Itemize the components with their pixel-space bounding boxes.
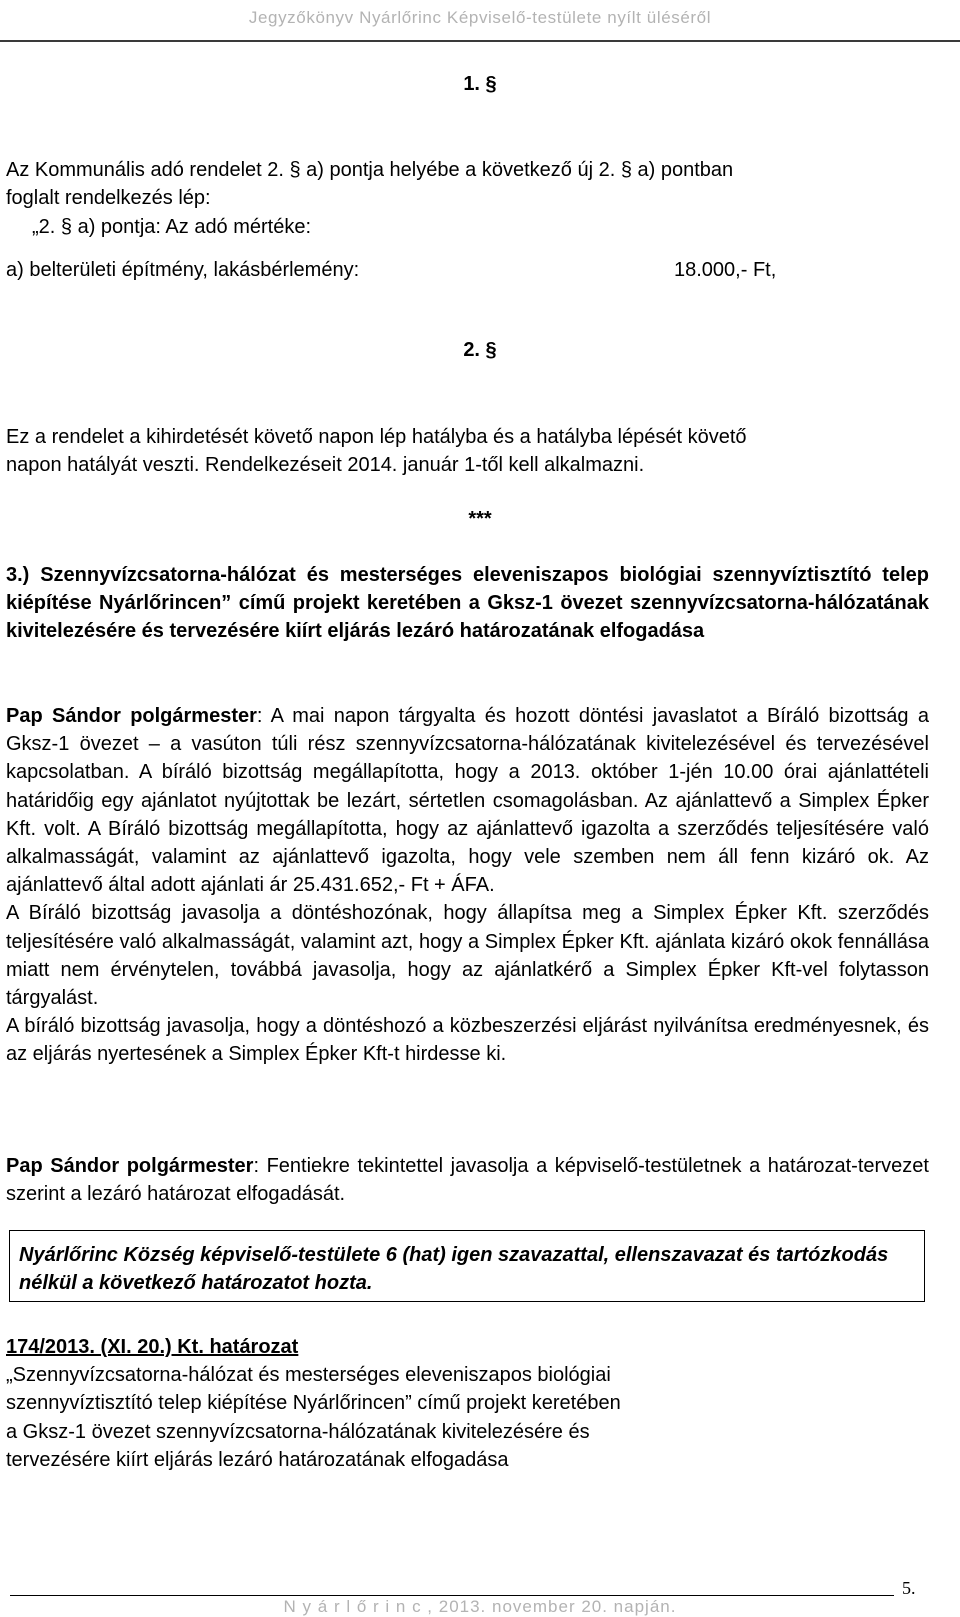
separator-stars: *** bbox=[468, 508, 492, 530]
section1-line-3: „2. § a) pontja: Az adó mértéke: bbox=[32, 216, 312, 238]
section-heading-1: 1. § bbox=[463, 73, 497, 95]
resolution-title-line-2: szennyvíztisztító telep kiépítése Nyárlőrincen” című projekt keretében bbox=[6, 1392, 621, 1414]
tax-item-label: a) belterületi építmény, lakásbérlemény: bbox=[6, 259, 360, 281]
agenda-item-title: 3.) Szennyvízcsatorna-hálózat és mesterséges eleveniszapos biológiai szennyvíztisztító telep kiépítése Nyárlőrincen” című projekt keretében a Gksz-1 övezet szennyvízcsatorna-hálózatának kivitelezésére és tervezésére kiírt eljárás lezáró határozatának elfogadása bbox=[6, 564, 929, 643]
speaker-name: Pap Sándor polgármester bbox=[6, 705, 257, 727]
header-rule bbox=[0, 40, 960, 42]
vote-result-box: Nyárlőrinc Község képviselő-testülete 6 (hat) igen szavazattal, ellenszavazat és tartózkodás nélkül a következő határozatot hozta. bbox=[9, 1230, 925, 1302]
section1-line-2: foglalt rendelkezés lép: bbox=[6, 187, 211, 209]
resolution-number: 174/2013. (XI. 20.) Kt. határozat bbox=[6, 1336, 299, 1358]
speaker-name: Pap Sándor polgármester bbox=[6, 1155, 254, 1177]
speech-1-paragraph-3: A bíráló bizottság javasolja, hogy a döntéshozó a közbeszerzési eljárást nyilvánítsa eredményesnek, és az eljárás nyertesének a Simplex Épker Kft-t hirdesse ki. bbox=[6, 1015, 929, 1066]
speech-2-text: : Fentiekre tekintettel javasolja a képviselő-testületnek a határozat-tervezet szerint a lezáró határozat elfogadását. bbox=[6, 1155, 929, 1206]
running-footer: N y á r l ő r i n c , 2013. november 20. napján. bbox=[283, 1597, 677, 1616]
speech-1-paragraph-2: A Bíráló bizottság javasolja a döntéshozónak, hogy állapítsa meg a Simplex Épker Kft. szerződés teljesítésére való alkalmasságát, valamint azt, hogy a Simplex Épker Kft. ajánlata kizáró okok fennállása miatt nem érvénytelen, továbbá javasolja, hogy az ajánlatkérő a Simplex Épker Kft-vel folytasson tárgyalást. bbox=[6, 902, 929, 1010]
page-number: 5. bbox=[902, 1578, 916, 1598]
section-heading-2: 2. § bbox=[463, 339, 497, 361]
section2-line-2: napon hatályát veszti. Rendelkezéseit 2014. január 1-től kell alkalmazni. bbox=[6, 454, 645, 476]
section1-line-1: Az Kommunális adó rendelet 2. § a) pontja helyébe a következő új 2. § a) pontban bbox=[6, 159, 734, 181]
resolution-title-line-1: „Szennyvízcsatorna-hálózat és mesterséges eleveniszapos biológiai bbox=[6, 1364, 611, 1386]
resolution-title-line-3: a Gksz-1 övezet szennyvízcsatorna-hálózatának kivitelezésére és bbox=[6, 1421, 590, 1443]
speech-1-text: : A mai napon tárgyalta és hozott döntési javaslatot a Bíráló bizottság a Gksz-1 övezet – a vasúton túli rész szennyvízcsatorna-hálózatának kivitelezésével és tervezésével kapcsolatban. A bíráló bizottság megállapította, hogy a 2013. október 1-jén 10.00 órai ajánlattételi határidőig egy ajánlatot nyújtottak be lezárt, sértetlen csomagolásban. Az ajánlattevő a Simplex Épker Kft. volt. A Bíráló bizottság megállapította, hogy az ajánlattevő igazolta a szerződés teljesítésére való alkalmasságát, valamint az ajánlattevő igazolta, hogy vele szemben nem áll fenn kizáró ok. Az ajánlattevő által adott ajánlati ár 25.431.652,- Ft + ÁFA. bbox=[6, 705, 929, 897]
resolution-title-line-4: tervezésére kiírt eljárás lezáró határozatának elfogadása bbox=[6, 1449, 509, 1471]
section2-line-1: Ez a rendelet a kihirdetését követő napon lép hatályba és a hatályba lépését követő bbox=[6, 426, 747, 448]
footer-rule bbox=[10, 1595, 894, 1596]
tax-item-value: 18.000,- Ft, bbox=[674, 259, 777, 281]
speech-1 bbox=[6, 702, 929, 1069]
running-header: Jegyzőkönyv Nyárlőrinc Képviselő-testülete nyílt üléséről bbox=[248, 8, 712, 27]
speech-2 bbox=[6, 1152, 929, 1208]
